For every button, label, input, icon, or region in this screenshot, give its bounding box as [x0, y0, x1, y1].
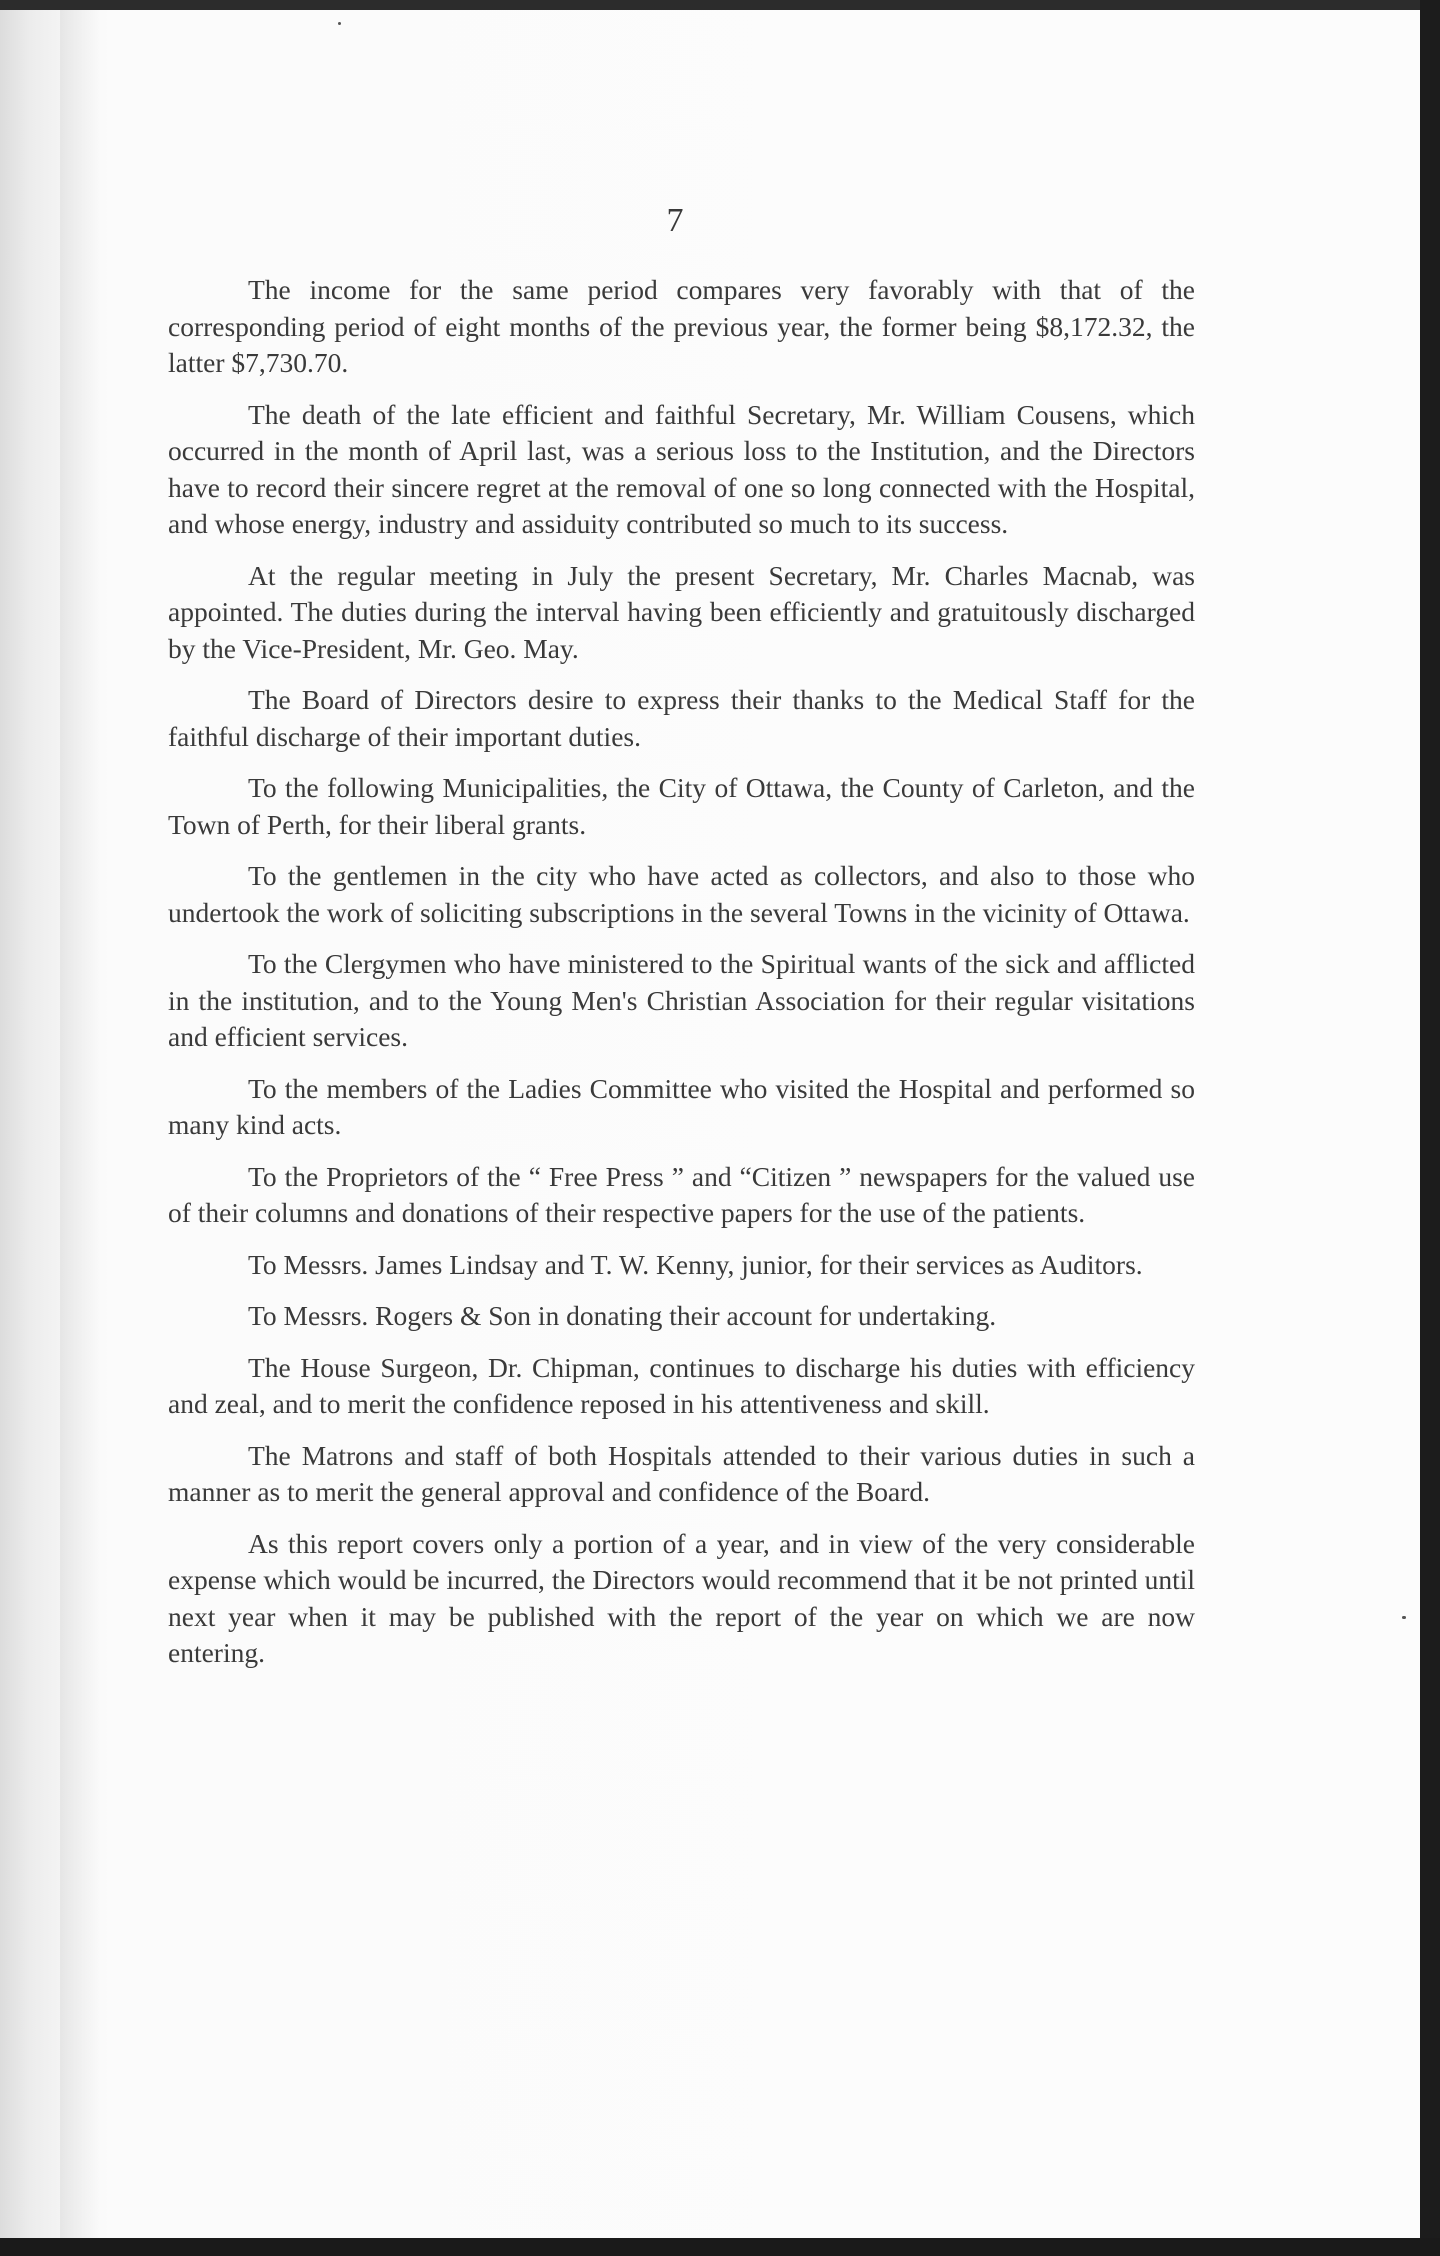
document-page: [0, 10, 1420, 2238]
scan-right-edge: [1420, 0, 1440, 2256]
paragraph-thanks-newspapers: To the Proprietors of the “ Free Press ” and “Citizen ” newspapers for the valued use of their columns and donations of their respective papers for the use of the patients.: [168, 1160, 1195, 1228]
paper-speck: [1402, 1616, 1406, 1619]
paragraph-income: The income for the same period compares very favorably with that of the corresponding period of eight months of the previous year, the former being $8,172.32, the latter $7,730.70.: [168, 274, 1195, 378]
paragraph-thanks-municipalities: To the following Municipalities, the City of Ottawa, the County of Carleton, and the Town of Perth, for their liberal grants.: [168, 772, 1195, 840]
paragraph-thanks-ladies-committee: To the members of the Ladies Committee who visited the Hospital and performed so many kind acts.: [168, 1072, 1195, 1140]
scan-top-edge: [0, 0, 1440, 10]
paragraph-thanks-collectors: To the gentlemen in the city who have acted as collectors, and also to those who undertook the work of soliciting subscriptions in the several Towns in the vicinity of Ottawa.: [168, 860, 1195, 928]
page-gutter-shadow: [60, 10, 100, 2238]
paragraph-thanks-medical-staff: The Board of Directors desire to express their thanks to the Medical Staff for the faithful discharge of their important duties.: [168, 684, 1195, 752]
paragraph-matrons: The Matrons and staff of both Hospitals attended to their various duties in such a manner as to merit the general approval and confidence of the Board.: [168, 1439, 1195, 1507]
paragraph-thanks-undertakers: To Messrs. Rogers & Son in donating their account for undertaking.: [248, 1300, 997, 1331]
paragraph-thanks-auditors: To Messrs. James Lindsay and T. W. Kenny, junior, for their services as Auditors.: [248, 1248, 1143, 1280]
page-number: 7: [666, 202, 684, 239]
scan-bottom-edge: [0, 2238, 1440, 2256]
paper-speck: [338, 22, 341, 25]
paragraph-thanks-clergymen: To the Clergymen who have ministered to the Spiritual wants of the sick and afflicted in the institution, and to the Young Men's Christian Association for their regular visitations and efficient services.: [168, 948, 1195, 1052]
paragraph-new-secretary: At the regular meeting in July the present Secretary, Mr. Charles Macnab, was appointed. The duties during the interval having been efficiently and gratuitously discharged by the Vice-President, Mr. Geo. May.: [168, 559, 1195, 664]
paragraph-printing-recommendation: As this report covers only a portion of a year, and in view of the very considerable expense which would be incurred, the Directors would recommend that it be not printed until next year when it may be published with the report of the year on which we are now entering.: [168, 1527, 1195, 1668]
paragraph-secretary-death: The death of the late efficient and faithful Secretary, Mr. William Cousens, which occurred in the month of April last, was a serious loss to the Institution, and the Directors have to record their sincere regret at the removal of one so long connected with the Hospital, and whose energy, industry and assiduity contributed so much to its success.: [168, 398, 1195, 539]
report-body: [168, 272, 1195, 1687]
paragraph-house-surgeon: The House Surgeon, Dr. Chipman, continues to discharge his duties with efficiency and zeal, and to merit the confidence reposed in his attentiveness and skill.: [168, 1351, 1195, 1419]
